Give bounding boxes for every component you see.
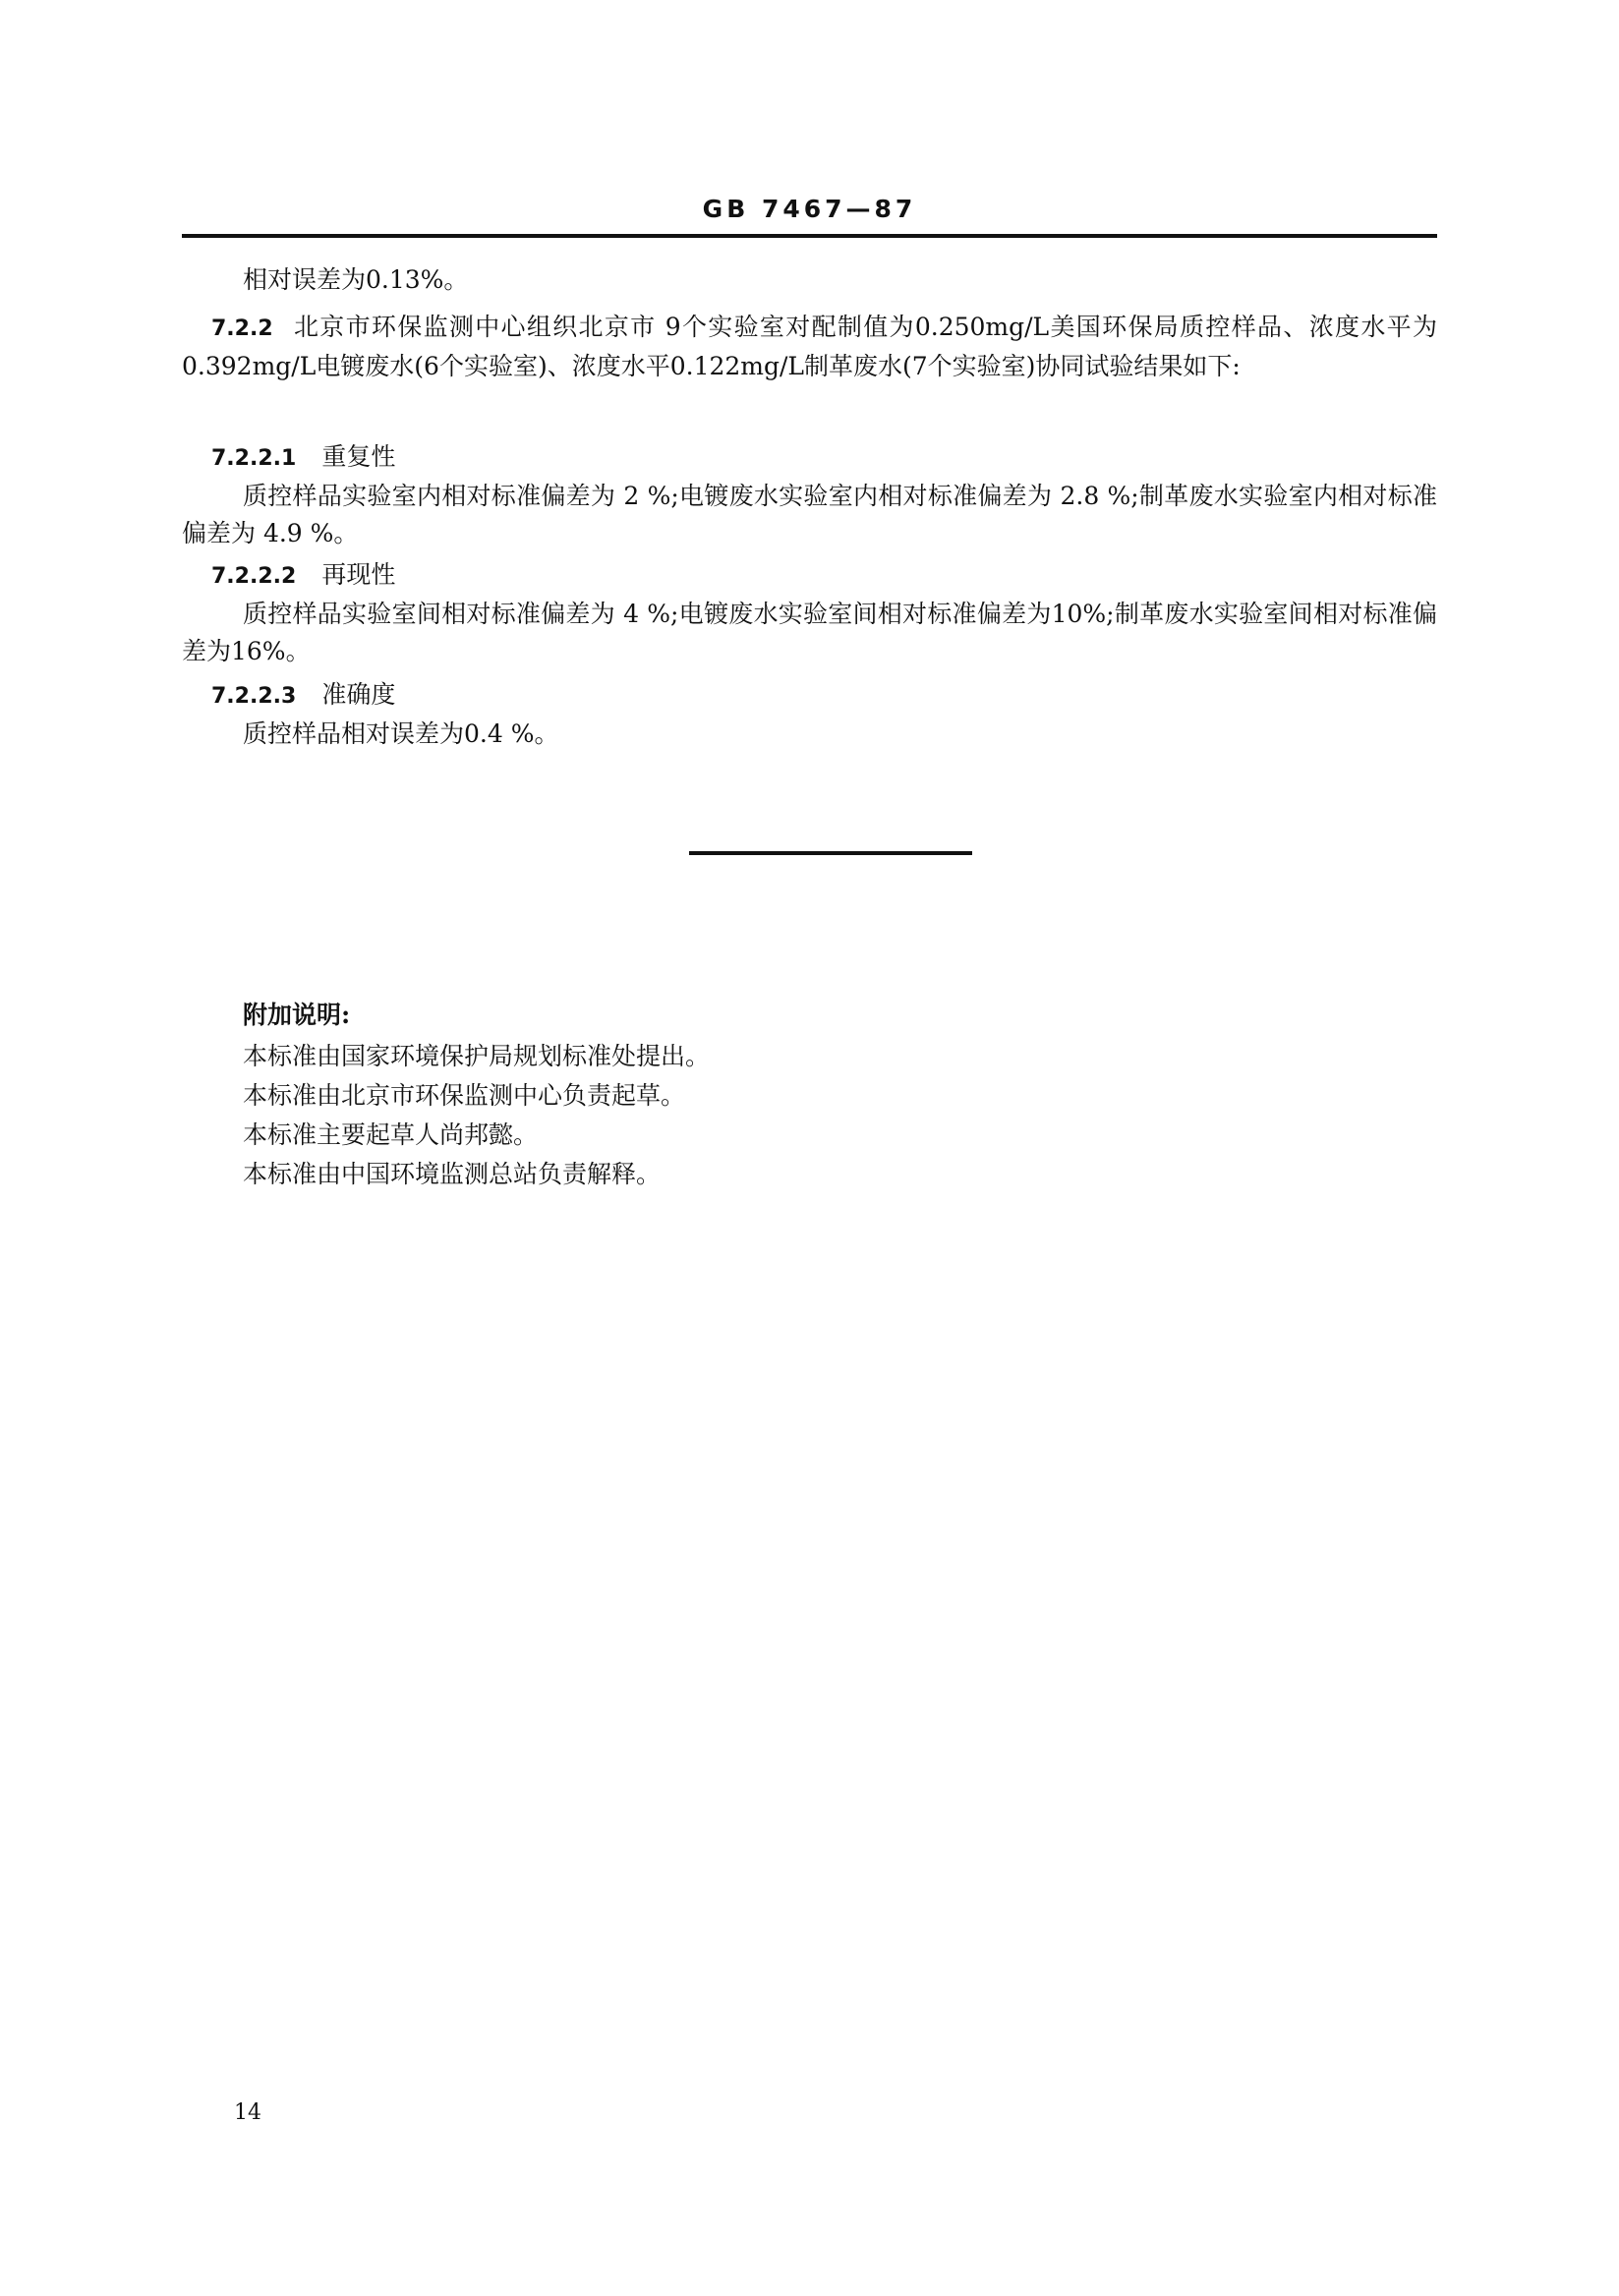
header-rule [182, 234, 1437, 238]
section-title: 准确度 [321, 680, 396, 709]
notes-title: 附加说明: [243, 1001, 351, 1029]
section-7-2-2-2-heading [211, 556, 395, 596]
section-7-2-2-1-text: 质控样品实验室内相对标准偏差为 2 %;电镀废水实验室内相对标准偏差为 2.8 %;制革废水实验室内相对标准偏差为 4.9 %。 [182, 482, 1437, 547]
section-number: 7.2.2.3 [211, 684, 297, 709]
section-7-2-2-2-text: 质控样品实验室间相对标准偏差为 4 %;电镀废水实验室间相对标准偏差为10%;制革废水实验室间相对标准偏差为16%。 [182, 600, 1437, 665]
end-separator-rule [689, 851, 972, 855]
note-line: 本标准由北京市环保监测中心负责起草。 [243, 1081, 686, 1110]
standard-code-header: GB 7467—87 [702, 195, 917, 223]
section-number: 7.2.2 [211, 316, 273, 341]
section-7-2-2-3-heading [211, 676, 395, 716]
section-7-2-2-1-heading [211, 438, 395, 478]
section-text: 北京市环保监测中心组织北京市 9个实验室对配制值为0.250mg/L美国环保局质控样品、浓度水平为0.392mg/L电镀废水(6个实验室)、浓度水平0.122mg/L制革废水(7个实验室)协同试验结果如下: [182, 313, 1437, 380]
section-number: 7.2.2.1 [211, 446, 297, 471]
section-7-2-2-3-text: 质控样品相对误差为0.4 %。 [243, 719, 559, 748]
section-title: 再现性 [321, 560, 396, 589]
note-line: 本标准主要起草人尚邦懿。 [243, 1120, 539, 1149]
section-number: 7.2.2.2 [211, 564, 297, 589]
paragraph-relative-error: 相对误差为0.13%。 [243, 265, 469, 294]
note-line: 本标准由中国环境监测总站负责解释。 [243, 1160, 662, 1188]
section-title: 重复性 [321, 442, 396, 471]
note-line: 本标准由国家环境保护局规划标准处提出。 [243, 1042, 711, 1070]
section-7-2-2 [182, 309, 1437, 385]
page-number: 14 [234, 2100, 261, 2125]
